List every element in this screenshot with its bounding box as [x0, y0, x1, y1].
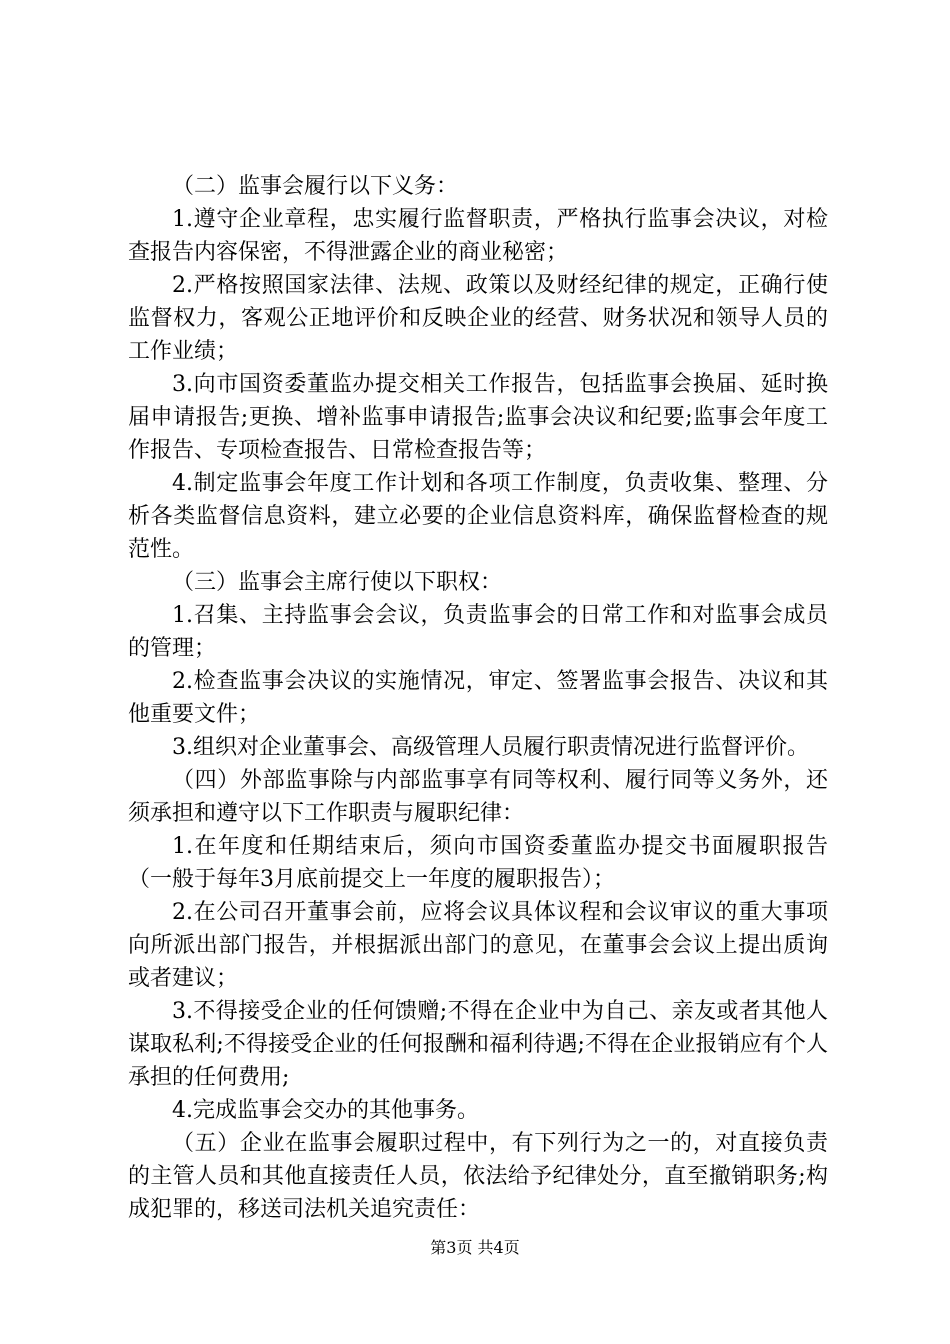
- paragraph-4-3: 3.不得接受企业的任何馈赠;不得在企业中为自己、亲友或者其他人谋取私利;不得接受企业的任何报酬和福利待遇;不得在企业报销应有个人承担的任何费用;: [128, 999, 828, 1090]
- paragraph-4-1: 1.在年度和任期结束后，须向市国资委董监办提交书面履职报告（一般于每年3月底前提交上一年度的履职报告）；: [128, 834, 828, 892]
- paragraph-3-2: 2.检查监事会决议的实施情况，审定、签署监事会报告、决议和其他重要文件；: [128, 669, 828, 727]
- paragraph-4-2: 2.在公司召开董事会前，应将会议具体议程和会议审议的重大事项向所派出部门报告，并根据派出部门的意见，在董事会会议上提出质询或者建议；: [128, 900, 828, 991]
- document-body: [128, 170, 828, 1226]
- section-heading-4: （四）外部监事除与内部监事享有同等权利、履行同等义务外，还须承担和遵守以下工作职责与履职纪律：: [128, 768, 828, 826]
- page-number-footer: 第3页 共4页: [430, 1238, 520, 1257]
- paragraph-2-2: 2.严格按照国家法律、法规、政策以及财经纪律的规定，正确行使监督权力，客观公正地评价和反映企业的经营、财务状况和领导人员的工作业绩；: [128, 273, 828, 364]
- paragraph-2-4: 4.制定监事会年度工作计划和各项工作制度，负责收集、整理、分析各类监督信息资料，建立必要的企业信息资料库，确保监督检查的规范性。: [128, 471, 828, 562]
- paragraph-2-3: 3.向市国资委董监办提交相关工作报告，包括监事会换届、延时换届申请报告;更换、增补监事申请报告;监事会决议和纪要;监事会年度工作报告、专项检查报告、日常检查报告等；: [128, 372, 828, 463]
- section-heading-3: （三）监事会主席行使以下职权：: [172, 570, 503, 595]
- paragraph-2-1: 1.遵守企业章程，忠实履行监督职责，严格执行监事会决议，对检查报告内容保密，不得泄露企业的商业秘密；: [128, 207, 828, 265]
- paragraph-3-3: 3.组织对企业董事会、高级管理人员履行职责情况进行监督评价。: [172, 735, 809, 760]
- paragraph-3-1: 1.召集、主持监事会会议，负责监事会的日常工作和对监事会成员的管理；: [128, 603, 828, 661]
- paragraph-4-4: 4.完成监事会交办的其他事务。: [172, 1098, 479, 1123]
- section-heading-2: （二）监事会履行以下义务：: [172, 174, 459, 199]
- section-heading-5: （五）企业在监事会履职过程中，有下列行为之一的，对直接负责的主管人员和其他直接责任人员，依法给予纪律处分，直至撤销职务;构成犯罪的，移送司法机关追究责任：: [128, 1131, 828, 1222]
